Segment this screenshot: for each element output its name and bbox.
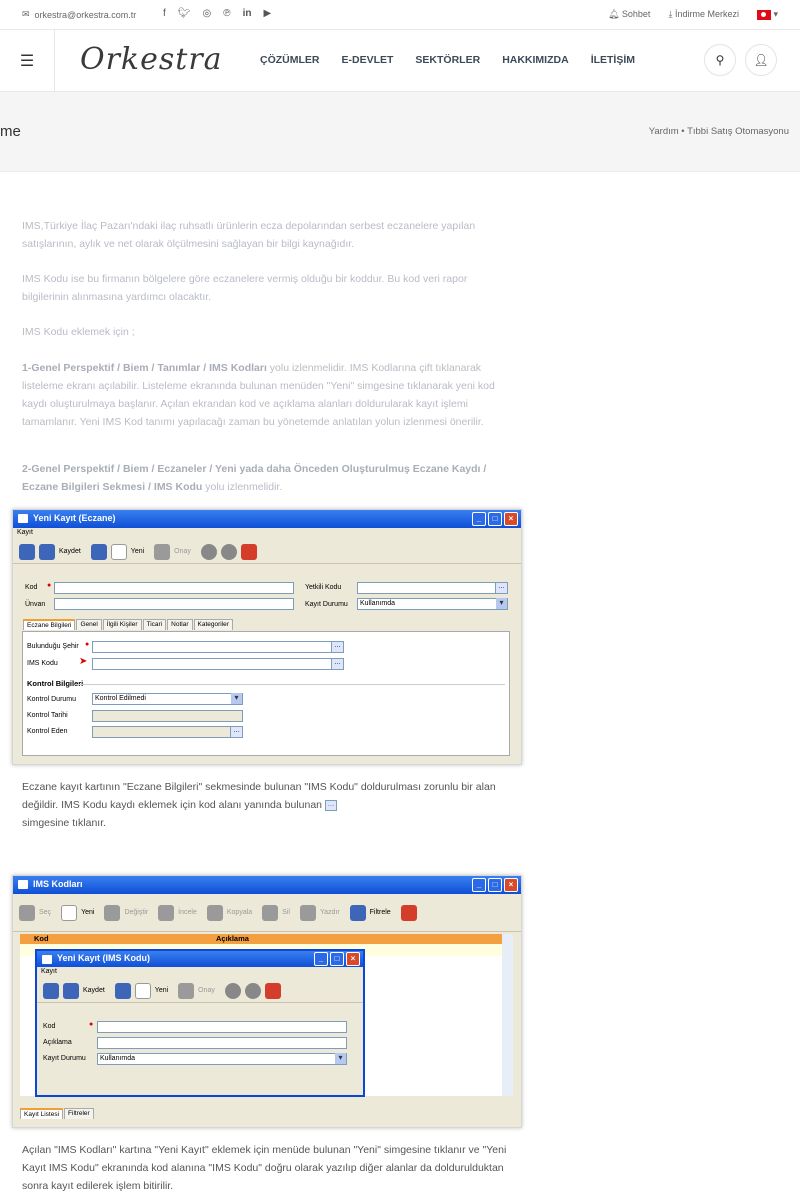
nav-hakkimizda[interactable]: HAKKIMIZDA (502, 54, 569, 66)
bell-icon: 🔔︎ (607, 9, 620, 19)
window-icon (42, 955, 52, 964)
new-icon (135, 983, 151, 999)
paragraph: IMS Kodu eklemek için ; (22, 326, 135, 338)
scrollbar (502, 934, 513, 1096)
screenshot-ims-kodlari (12, 875, 522, 1128)
account-button[interactable] (745, 44, 777, 76)
lookup-button: … (331, 641, 344, 653)
close-icon: × (504, 512, 518, 526)
hamburger-icon: ☰ (19, 52, 35, 70)
arrow-up-icon (225, 983, 241, 999)
nav-e-devlet[interactable]: E-DEVLET (341, 54, 394, 66)
close-icon: × (346, 952, 360, 966)
download-icon: ⤓ (668, 9, 673, 19)
ims-kod-field (97, 1021, 347, 1033)
save-icon (19, 544, 35, 560)
top-bar (0, 0, 800, 30)
dialog-toolbar: Kaydet Yeni Onay (37, 979, 363, 1003)
search-icon: ⚲ (715, 53, 725, 67)
menu-kayit: Kayıt (17, 529, 33, 536)
form-tabs: Eczane Bilgileri Genel İlgili Kişiler Ticari Notlar Kategoriler (23, 619, 234, 630)
durum-select: Kullanımda ▾ (97, 1053, 347, 1065)
paragraph: IMS Kodu ise bu firmanın bölgelere göre eczanelere vermiş olduğu bir koddur. Bu kod veri rapor bilgilerinin alınmasına yardımcı olacaktır. (22, 273, 468, 303)
divider (75, 684, 505, 685)
mail-icon: ✉ (22, 9, 30, 19)
page-title: me (0, 123, 21, 140)
required-icon: ● (47, 582, 52, 589)
main-nav (260, 54, 635, 66)
filter-icon (350, 905, 366, 921)
tab-panel: Bulunduğu Şehir ● … IMS Kodu ➤ … Kontrol Bilgileri Kontrol Durumu Kontrol Edilmedi ▾ Kontrol Tarihi Kontrol Eden … (22, 631, 510, 756)
required-icon: ● (85, 641, 90, 648)
email-link[interactable]: ✉ orkestra@orkestra.com.tr (22, 9, 137, 20)
ims-lookup-button: … (331, 658, 344, 670)
nav-cozumler[interactable]: ÇÖZÜMLER (260, 54, 320, 66)
maximize-icon: □ (488, 878, 502, 892)
aciklama-field (97, 1037, 347, 1049)
lookup-button: … (230, 726, 243, 738)
save-close-icon (39, 544, 55, 560)
new-icon (111, 544, 127, 560)
arrow-up-icon (201, 544, 217, 560)
arrow-down-icon (221, 544, 237, 560)
print-icon (300, 905, 316, 921)
window-titlebar: Yeni Kayıt (Eczane) _ □ × (13, 510, 521, 528)
minimize-icon: _ (472, 878, 486, 892)
save-icon (43, 983, 59, 999)
paragraph: Eczane kayıt kartının "Eczane Bilgileri" sekmesinde bulunan "IMS Kodu" doldurulması zorunlu bir alan değildir. IMS Kodu kaydı eklemek için kod alanı yanında bulunan … simgesine tıklanır. (22, 781, 496, 829)
window-icon (18, 880, 28, 889)
yetkili-field (357, 582, 499, 594)
save-close-icon (63, 983, 79, 999)
pinterest-icon[interactable]: ℗ (223, 8, 231, 19)
ims-kodu-field (92, 658, 332, 670)
twitter-icon[interactable]: 🐦︎ (177, 8, 191, 19)
paragraph: IMS,Türkiye İlaç Pazarı'ndaki ilaç ruhsatlı ürünlerin ecza depolarından serbest eczanelere yapılan satışlarının, aylık ve net olarak ölçülmesini sağlayan bir bilgi kaynağıdır. (22, 220, 476, 250)
maximize-icon: □ (330, 952, 344, 966)
kod-field (54, 582, 294, 594)
window-titlebar: IMS Kodları _ □ × (13, 876, 521, 894)
instagram-icon[interactable]: ◎ (202, 8, 212, 19)
delete-icon (262, 905, 278, 921)
red-arrow-icon: ➤ (79, 656, 88, 667)
kontrol-durumu-select: Kontrol Edilmedi ▾ (92, 693, 243, 705)
approve-icon (178, 983, 194, 999)
copy-icon (207, 905, 223, 921)
approve-icon (154, 544, 170, 560)
kontrol-tarihi-field (92, 710, 243, 722)
required-icon: ● (89, 1021, 94, 1028)
nav-iletisim[interactable]: İLETİŞİM (590, 54, 636, 66)
edit-icon (104, 905, 120, 921)
paragraph: 1-Genel Perspektif / Biem / Tanımlar / IMS Kodları yolu izlenmelidir. IMS Kodlarına çift tıklanarak listeleme ekranı açılabilir. Listeleme ekranında bulunan menüden "Yeni" simgesine tıklanarak yeni kod kaydı oluşturulmaya başlanır. Açılan ekrandan kod ve açıklama alanları doldurularak kayıt işlemi tamamlanır. Yeni IMS Kod tanımı yapılacağı zaman bu yönetemde anlatılan yolun izlenmesi önerilir. (22, 362, 495, 428)
breadcrumb[interactable]: Yardım • Tıbbi Satış Otomasyonu (648, 126, 789, 137)
social-links (163, 8, 271, 19)
ims-dialog: Yeni Kayıt (IMS Kodu) _ □ × Kayıt Kaydet Yeni Onay Kod ● Açıklama Kayıt Durumu Kullanımda ▾ (35, 949, 365, 1097)
chat-link[interactable]: 🔔︎ Sohbet (607, 9, 651, 19)
new-icon (61, 905, 77, 921)
minimize-icon: _ (314, 952, 328, 966)
durum-select: Kullanımda ▾ (357, 598, 508, 610)
lookup-button: … (495, 582, 508, 594)
arrow-down-icon (245, 983, 261, 999)
toolbar: Seç Yeni Değiştir İncele Kopyala Sil Yazdır Filtrele (13, 894, 521, 932)
check-icon (401, 905, 417, 921)
screenshot-eczane-form: Yeni Kayıt (Eczane) _ □ × Kayıt Kaydet Yeni Onay Kod ● Ünvan Yetkili Kodu … Kayıt Durumu Kullanımda ▾ Eczane Bilgileri Genel İlgili Kişiler Ticari Notlar Kategoriler Bulunduğu Şehir ● … IMS Kodu ➤ … Kontrol Bilgileri Kontrol Durumu Kontrol Edilmedi ▾ Kontrol Tarihi Kontrol Eden … (12, 509, 522, 765)
grid-header: Kod Açıklama (20, 934, 502, 944)
minimize-icon: _ (472, 512, 486, 526)
turkey-flag-icon (757, 10, 771, 20)
user-icon: 👤︎ (753, 53, 769, 67)
save-new-icon (91, 544, 107, 560)
linkedin-icon[interactable]: in (242, 8, 252, 19)
search-button[interactable] (704, 44, 736, 76)
language-selector[interactable] (757, 9, 778, 20)
download-center-link[interactable]: ⤓ İndirme Merkezi (668, 9, 739, 19)
logo[interactable]: Orkestra (80, 42, 223, 77)
nav-sektorler[interactable]: SEKTÖRLER (415, 54, 481, 66)
list-tabs: Kayıt Listesi Filtreler (20, 1108, 95, 1119)
save-new-icon (115, 983, 131, 999)
dialog-titlebar: Yeni Kayıt (IMS Kodu) _ □ × (37, 951, 363, 967)
maximize-icon: □ (488, 512, 502, 526)
paragraph: 2-Genel Perspektif / Biem / Eczaneler / Yeni yada daha Önceden Oluşturulmuş Eczane Kaydı / Eczane Bilgileri Sekmesi / IMS Kodu yolu izlenmelidir. (22, 463, 487, 493)
check-icon (241, 544, 257, 560)
youtube-icon[interactable]: ▶ (263, 8, 272, 19)
page-title-bar (0, 92, 800, 172)
paragraph: Açılan "IMS Kodları" kartına "Yeni Kayıt" eklemek için menüde bulunan "Yeni" simgesine tıklanır ve "Yeni Kayıt IMS Kodu" ekranında kod alanına "IMS Kodu" doğru olarak yazılıp diğer alanlar da doldurulduktan sonra kayıt edilerek işlem bitirilir. (22, 1144, 507, 1192)
menu-kayit: Kayıt (41, 968, 57, 975)
check-icon (265, 983, 281, 999)
menu-toggle-button[interactable] (0, 30, 55, 91)
close-icon: × (504, 878, 518, 892)
facebook-icon[interactable]: f (163, 8, 166, 19)
sehir-field (92, 641, 332, 653)
toolbar: Kaydet Yeni Onay (13, 540, 521, 564)
chevron-down-icon: ▾ (773, 9, 778, 19)
inspect-icon (158, 905, 174, 921)
select-icon (19, 905, 35, 921)
unvan-field (54, 598, 294, 610)
window-icon (18, 514, 28, 523)
kontrol-eden-field (92, 726, 243, 738)
main-header (0, 30, 800, 92)
ellipsis-button-icon: … (325, 800, 337, 811)
